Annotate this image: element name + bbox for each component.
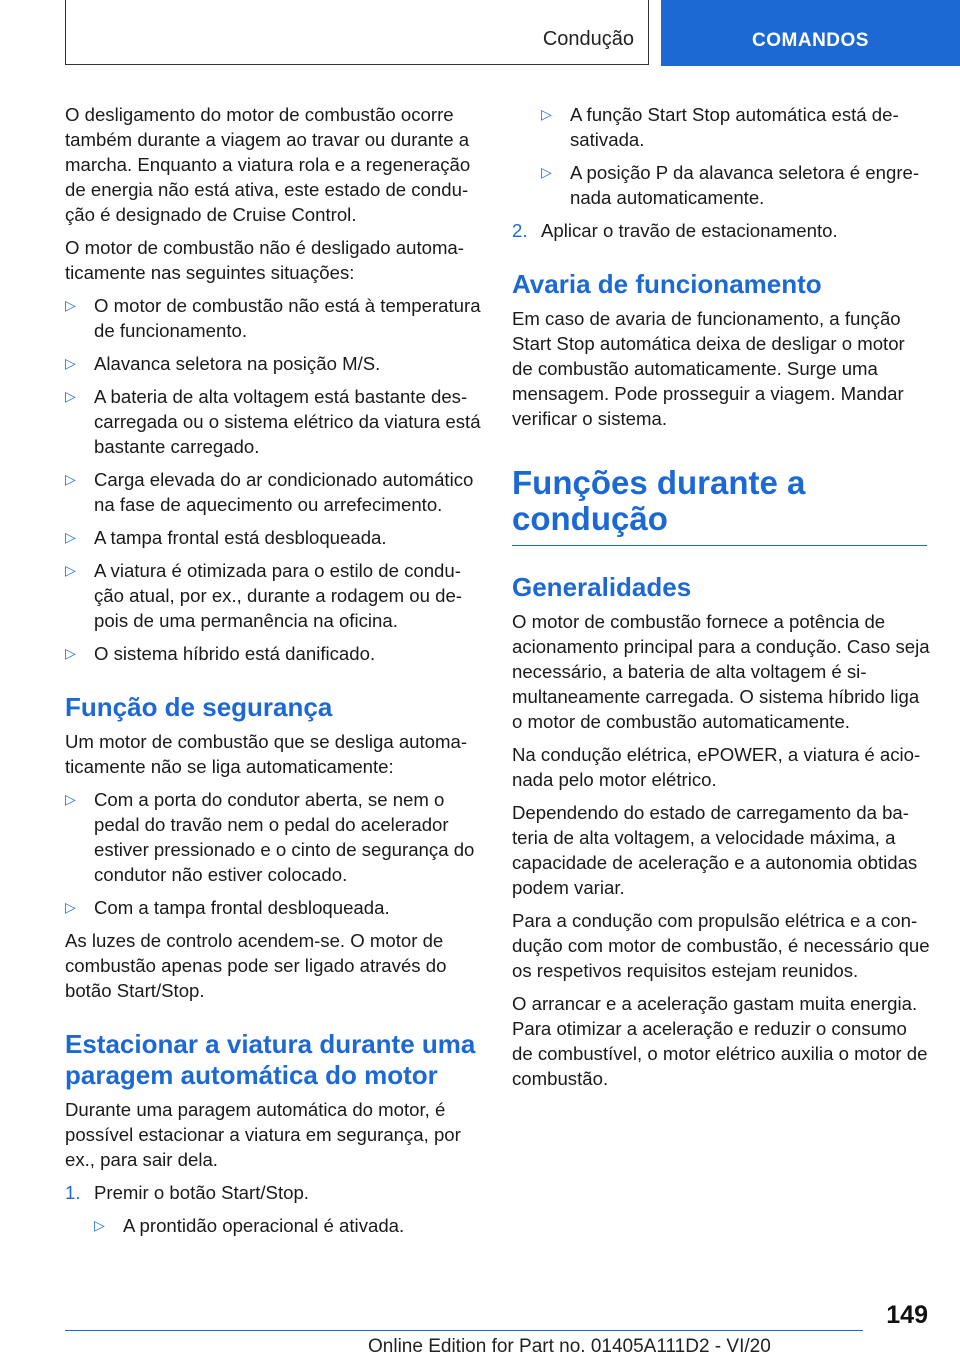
triangle-bullet-icon: ▷ — [65, 471, 76, 487]
triangle-bullet-icon: ▷ — [94, 1217, 105, 1233]
paragraph: O motor de combustão não é desligado automaticamente nas seguintes situações: — [65, 237, 464, 283]
list-item — [65, 641, 483, 666]
page-number: 149 — [886, 1301, 928, 1329]
step-text: Premir o botão Start/Stop. — [94, 1182, 309, 1203]
paragraph: O arrancar e a aceleração gastam muita energia. Para otimizar a aceleração e reduzir o consumo de combustível, o motor elétrico auxilia o motor de combustão. — [512, 993, 928, 1089]
step-number: 1. — [65, 1182, 81, 1203]
list-item-text: O sistema híbrido está danificado. — [94, 643, 376, 664]
list-item — [65, 351, 483, 376]
triangle-bullet-icon: ▷ — [65, 355, 76, 371]
sub-list-item — [512, 102, 930, 152]
paragraph: Durante uma paragem automática do motor, é possível estacionar a viatura em segurança, por ex., para sair dela. — [65, 1099, 461, 1170]
triangle-bullet-icon: ▷ — [65, 388, 76, 404]
heading-park: Estacionar a viatura durante uma paragem automática do motor — [65, 1029, 476, 1090]
list-item-text: A função Start Stop automática está desativada. — [570, 104, 899, 150]
list-item-text: Com a porta do condutor aberta, se nem o pedal do travão nem o pedal do acelerador estiver pressionado e o cinto de segurança do condutor não estiver colocado. — [94, 789, 475, 885]
paragraph: Em caso de avaria de funcionamento, a função Start Stop automática deixa de desligar o motor de combustão automaticamente. Surge uma mensagem. Pode prosseguir a viagem. Mandar verificar o sistema. — [512, 308, 905, 429]
triangle-bullet-icon: ▷ — [541, 164, 552, 180]
heading-general: Generalidades — [512, 572, 692, 602]
list-item — [65, 558, 483, 633]
right-column — [512, 102, 930, 1099]
section-title: Condução — [542, 28, 634, 50]
paragraph: Para a condução com propulsão elétrica e a condução com motor de combustão, é necessário que os respetivos requisitos estejam reunidos. — [512, 910, 930, 981]
list-item — [65, 293, 483, 343]
chapter-title: COMANDOS — [752, 30, 869, 51]
step-text: Aplicar o travão de estacionamento. — [541, 220, 838, 241]
triangle-bullet-icon: ▷ — [541, 106, 552, 122]
triangle-bullet-icon: ▷ — [65, 529, 76, 545]
list-item — [65, 525, 483, 550]
list-item — [65, 895, 483, 920]
heading-fault: Avaria de funcionamento — [512, 269, 822, 299]
list-item-text: A posição P da alavanca seletora é engrenada automaticamente. — [570, 162, 920, 208]
triangle-bullet-icon: ▷ — [65, 645, 76, 661]
step-number: 2. — [512, 220, 528, 241]
list-item — [65, 787, 483, 887]
footer-divider — [65, 1330, 863, 1331]
paragraph: O motor de combustão fornece a potência de acionamento principal para a condução. Caso seja necessário, a bateria de alta voltagem é simultaneamente carregada. O sistema híbrido liga o motor de combustão automaticamente. — [512, 611, 930, 732]
paragraph: O desligamento do motor de combustão ocorre também durante a viagem ao travar ou durante a marcha. Enquanto a viatura rola e a regeneração de energia não está ativa, este estado de condução é designado de Cruise Control. — [65, 104, 471, 225]
list-item-text: O motor de combustão não está à temperatura de funcionamento. — [94, 295, 481, 341]
list-item-text: A viatura é otimizada para o estilo de condução atual, por ex., durante a rodagem ou depois de uma permanência na oficina. — [94, 560, 462, 631]
list-item-text: A bateria de alta voltagem está bastante descarregada ou o sistema elétrico da viatura está bastante carregado. — [94, 386, 481, 457]
list-item-text: A prontidão operacional é ativada. — [123, 1215, 405, 1236]
sub-list-item — [65, 1213, 483, 1238]
paragraph: Um motor de combustão que se desliga automaticamente não se liga automaticamente: — [65, 731, 468, 777]
left-column — [65, 102, 483, 1246]
step-item — [65, 1180, 483, 1205]
step-item — [512, 218, 930, 243]
triangle-bullet-icon: ▷ — [65, 899, 76, 915]
section-tab[interactable] — [65, 0, 649, 65]
sub-list-item — [512, 160, 930, 210]
triangle-bullet-icon: ▷ — [65, 791, 76, 807]
list-item — [65, 467, 483, 517]
list-item-text: Carga elevada do ar condicionado automático na fase de aquecimento ou arrefecimento. — [94, 469, 474, 515]
heading-safety: Função de segurança — [65, 692, 333, 722]
list-item-text: Alavanca seletora na posição M/S. — [94, 353, 381, 374]
triangle-bullet-icon: ▷ — [65, 562, 76, 578]
heading-main: Funções durante a condução — [512, 465, 927, 546]
paragraph: Na condução elétrica, ePOWER, a viatura é acionada pelo motor elétrico. — [512, 744, 921, 790]
triangle-bullet-icon: ▷ — [65, 297, 76, 313]
chapter-tab[interactable] — [661, 0, 960, 66]
edition-footer[interactable]: Online Edition for Part no. 01405A111D2 - VI/20 — [368, 1336, 771, 1357]
list-item-text: Com a tampa frontal desbloqueada. — [94, 897, 390, 918]
list-item-text: A tampa frontal está desbloqueada. — [94, 527, 387, 548]
page-header — [0, 0, 960, 64]
paragraph: Dependendo do estado de carregamento da bateria de alta voltagem, a velocidade máxima, a capacidade de aceleração e a autonomia obtidas podem variar. — [512, 802, 918, 898]
list-item — [65, 384, 483, 459]
paragraph: As luzes de controlo acendem-se. O motor de combustão apenas pode ser ligado através do botão Start/Stop. — [65, 930, 447, 1001]
